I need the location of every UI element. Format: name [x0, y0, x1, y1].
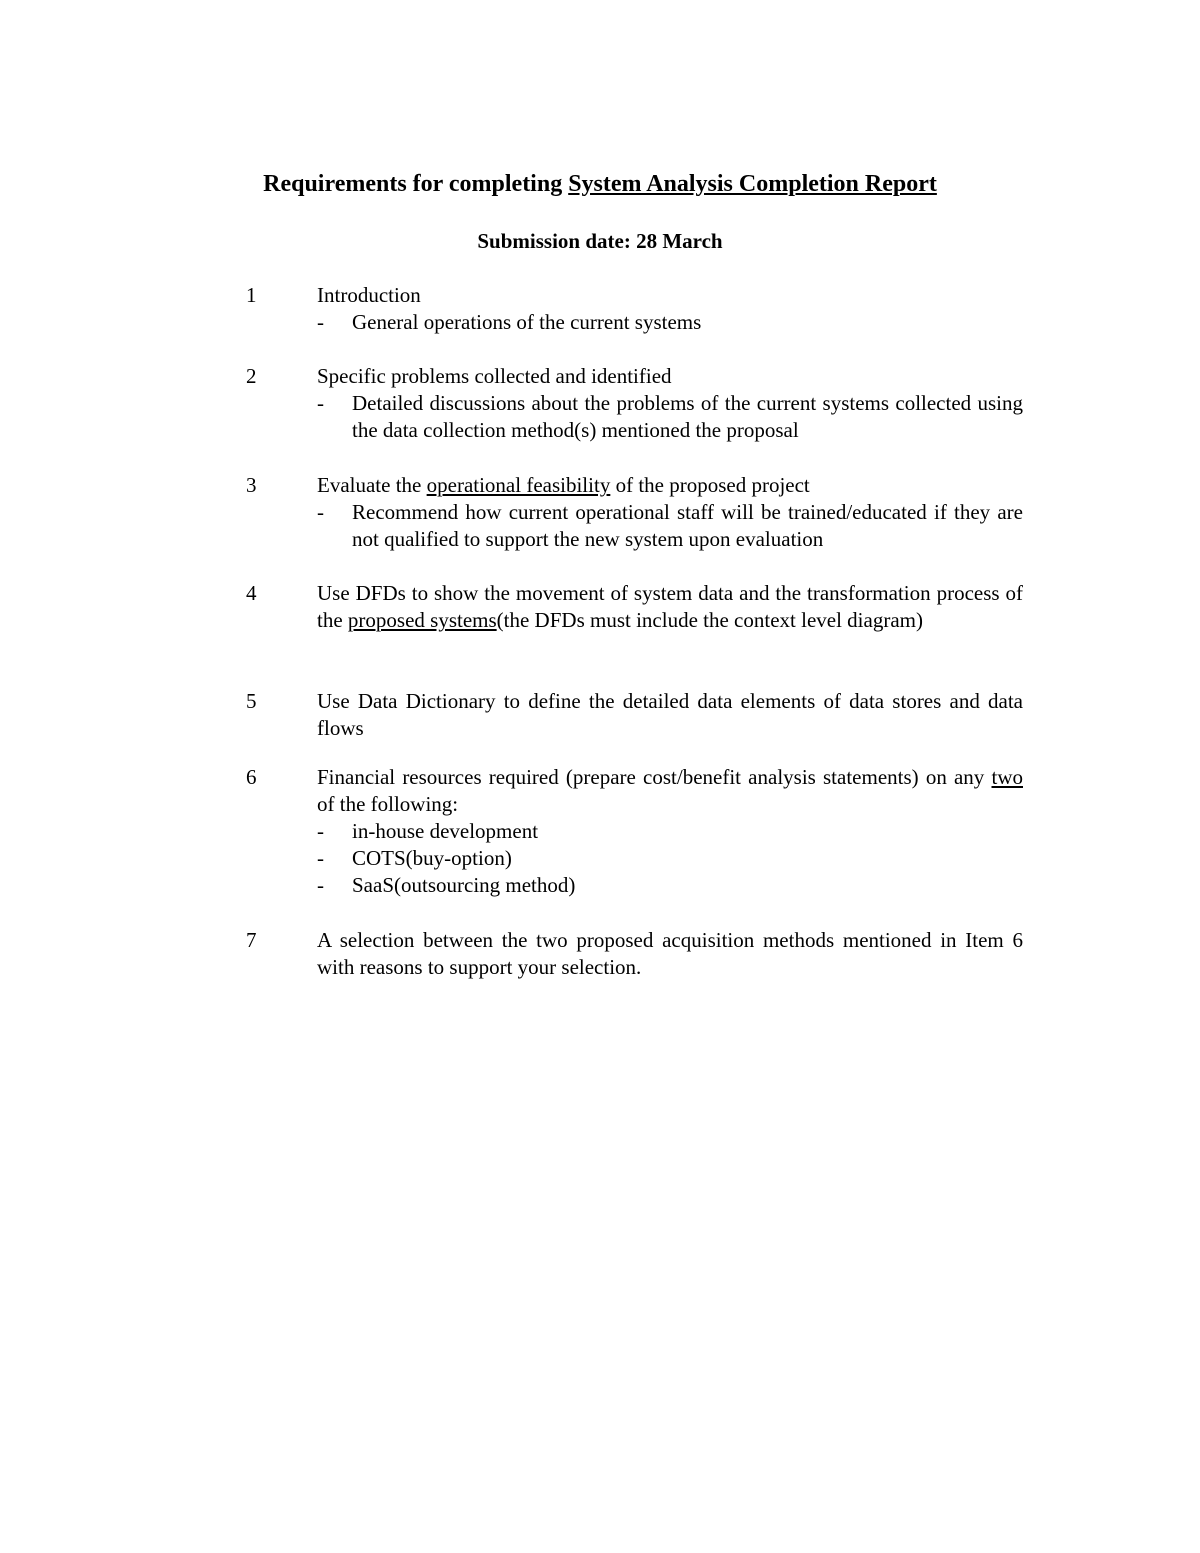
bullet-dash: - — [317, 873, 324, 897]
bullet-dash: - — [317, 391, 324, 415]
bullet-dash: - — [317, 500, 324, 524]
requirement-item-6 — [246, 764, 1026, 899]
item-text-after: of the following: — [317, 792, 459, 816]
requirement-item-1 — [246, 282, 1026, 336]
requirement-item-5 — [246, 688, 1026, 742]
item-number: 4 — [246, 581, 257, 605]
item-number: 6 — [246, 765, 257, 789]
item-number: 3 — [246, 473, 257, 497]
item-text: Introduction — [317, 283, 421, 307]
bullet-dash: - — [317, 310, 324, 334]
title-report-name: System Analysis Completion Report — [568, 171, 937, 197]
item-text: Specific problems collected and identified — [317, 364, 672, 388]
bullet-text: COTS(buy-option) — [352, 846, 512, 870]
bullet-text: in-house development — [352, 819, 539, 843]
item-number: 7 — [246, 928, 257, 952]
bullet-text: General operations of the current systems — [352, 310, 702, 334]
requirement-item-7 — [246, 927, 1026, 981]
bullet-item — [317, 390, 1023, 444]
item-text-after: (the DFDs must include the context level diagram) — [496, 608, 923, 632]
document-title — [0, 168, 1200, 200]
bullet-item — [317, 309, 1023, 336]
bullet-dash: - — [317, 846, 324, 870]
item-text-before: Use DFDs to show the movement of system data and the transformation process of the — [317, 581, 1023, 632]
item-text-after: of the proposed project — [610, 473, 810, 497]
item-text — [317, 472, 1023, 499]
bullet-text: SaaS(outsourcing method) — [352, 873, 576, 897]
item-text — [317, 764, 1023, 818]
bullet-text: Recommend how current operational staff will be trained/educated if they are not qualified to support the new system upon evaluation — [352, 500, 1023, 551]
item-number: 5 — [246, 689, 257, 713]
bullet-item — [317, 872, 1023, 899]
item-text: A selection between the two proposed acquisition methods mentioned in Item 6 with reasons to support your selection. — [317, 928, 1023, 979]
item-text — [317, 580, 1023, 634]
requirement-item-3 — [246, 472, 1026, 553]
bullet-item — [317, 499, 1023, 553]
item-text-emphasis: operational feasibility — [426, 473, 611, 497]
item-number: 1 — [246, 283, 257, 307]
item-number: 2 — [246, 364, 257, 388]
item-text: Use Data Dictionary to define the detailed data elements of data stores and data flows — [317, 689, 1023, 740]
requirement-item-4 — [246, 580, 1026, 634]
bullet-item — [317, 845, 1023, 872]
requirement-item-2 — [246, 363, 1026, 444]
bullet-text: Detailed discussions about the problems of the current systems collected using the data collection method(s) mentioned the proposal — [352, 391, 1023, 442]
item-text-before: Financial resources required (prepare cost/benefit analysis statements) on any — [317, 765, 992, 789]
title-prefix: Requirements for completing — [263, 171, 569, 197]
bullet-dash: - — [317, 819, 324, 843]
item-text-emphasis: two — [991, 765, 1023, 789]
item-text-emphasis: proposed systems — [347, 608, 497, 632]
submission-date: Submission date: 28 March — [477, 229, 723, 253]
item-text-before: Evaluate the — [317, 473, 427, 497]
bullet-item — [317, 818, 1023, 845]
